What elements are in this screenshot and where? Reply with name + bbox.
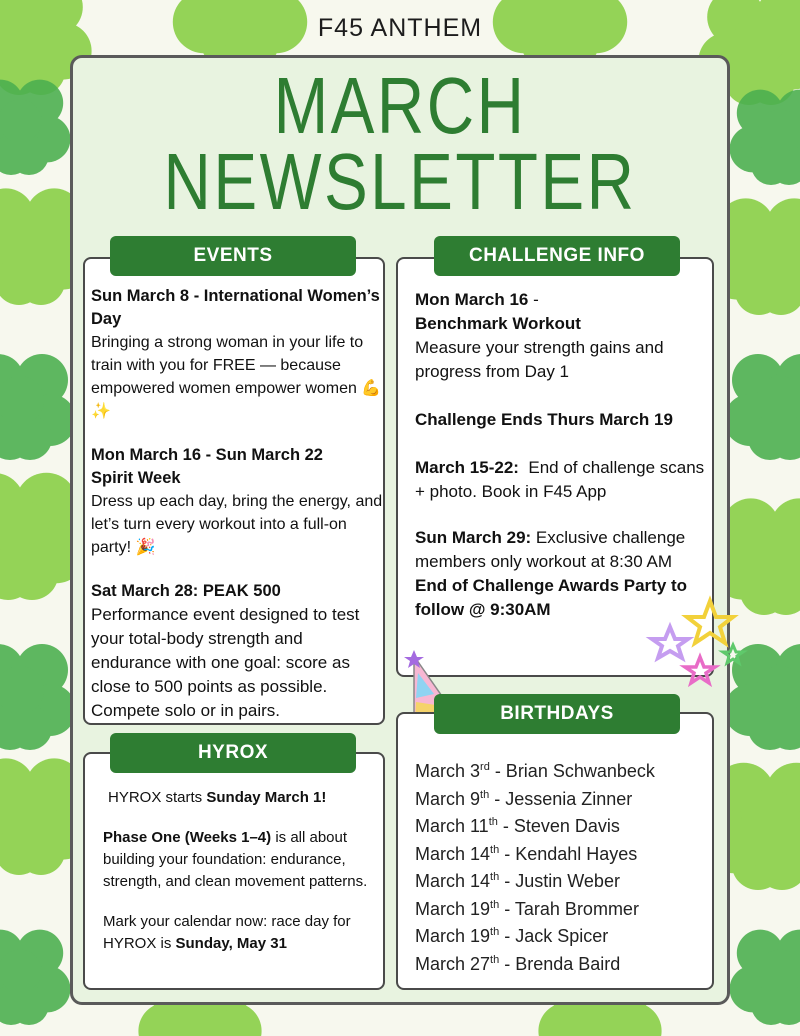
list-item: March 3rd - Brian Schwanbeck: [415, 761, 655, 781]
events-list: [91, 285, 383, 723]
list-item: March 19th - Jack Spicer: [415, 926, 609, 946]
scans-body: End of challenge scans + photo. Book in F45 App: [415, 458, 709, 501]
phase-label: Phase One (Weeks 1–4): [103, 829, 272, 846]
star-icon: [652, 627, 688, 658]
hyrox-start-date: Sunday March 1!: [206, 789, 327, 806]
events-heading: EVENTS: [110, 236, 356, 276]
star-icon: [685, 657, 715, 683]
list-item: March 14th - Justin Weber: [415, 871, 620, 891]
race-date: Sunday, May 31: [175, 935, 287, 952]
hyrox-info: [103, 787, 375, 955]
star-icon: [687, 601, 733, 643]
list-item: March 9th - Jessenia Zinner: [415, 788, 633, 809]
exclusive-body: Exclusive challenge members only workout at 8:30 AM: [415, 528, 686, 571]
challenge-heading: CHALLENGE INFO: [434, 236, 680, 276]
hyrox-start-text: HYROX starts: [108, 789, 207, 806]
race-text: Mark your calendar now: race day for HYROX is: [103, 913, 351, 952]
event-title: Mon March 16 - Sun March 22 Spirit Week: [91, 446, 323, 487]
scans-label: March 15-22:: [415, 458, 519, 477]
benchmark-title: Benchmark Workout: [415, 314, 581, 333]
birthdays-heading: BIRTHDAYS: [434, 694, 680, 734]
event-body: Dress up each day, bring the energy, and let’s turn every workout into a full-on party! 🎉: [91, 493, 383, 556]
event-body: Bringing a strong woman in your life to train with you for FREE — because empowered women empower women 💪✨: [91, 334, 382, 420]
stars-decoration: [645, 595, 755, 705]
star-icon: [723, 645, 743, 663]
event-title: Sat March 28: PEAK 500: [91, 582, 281, 600]
benchmark-date: Mon March 16: [415, 290, 529, 309]
benchmark-body: Measure your strength gains and progress from Day 1: [415, 338, 664, 381]
event-title: Sun March 8 - International Women’s Day: [91, 287, 380, 328]
awards-party: End of Challenge Awards Party to follow @ 9:30AM: [415, 576, 688, 619]
event-body: Performance event designed to test your total-body strength and endurance with one goal: score as close to 500 points as possible. Compete solo or in pairs.: [91, 605, 360, 720]
list-item: March 11th - Steven Davis: [415, 816, 620, 836]
benchmark-dash: -: [528, 290, 539, 309]
list-item: March 27th - Brenda Baird: [415, 953, 621, 974]
challenge-end: Challenge Ends Thurs March 19: [415, 410, 673, 429]
phase-body: is all about building your foundation: endurance, strength, and clean movement patterns.: [103, 829, 368, 890]
challenge-info: [415, 288, 709, 622]
birthday-list: [415, 758, 710, 978]
page-title-line1: MARCH: [273, 61, 527, 150]
list-item: March 19th - Tarah Brommer: [415, 898, 639, 919]
list-item: March 14th - Kendahl Hayes: [415, 843, 638, 864]
brand-name: F45 ANTHEM: [317, 14, 483, 42]
exclusive-label: Sun March 29:: [415, 528, 532, 547]
page-title-line2: NEWSLETTER: [163, 137, 637, 226]
hyrox-heading: HYROX: [110, 733, 356, 773]
